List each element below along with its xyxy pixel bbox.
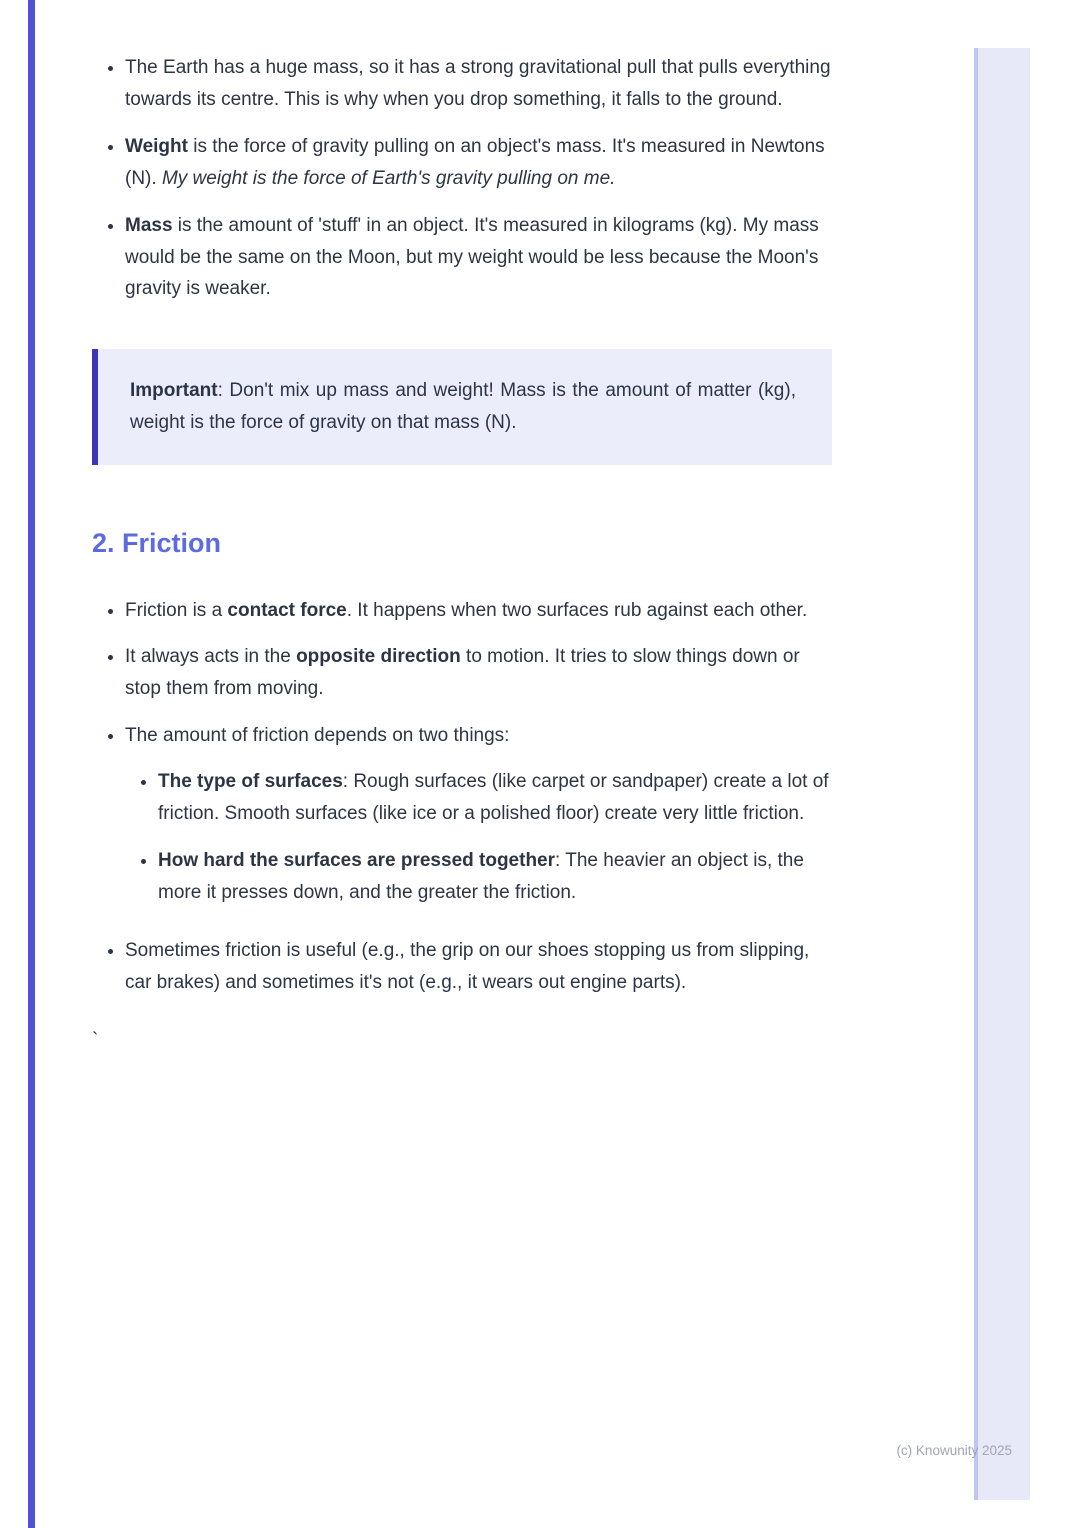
page-left-accent-bar (28, 0, 35, 1528)
gravity-list (92, 52, 832, 305)
text-segment: Mass (125, 214, 173, 236)
text-segment: The Earth has a huge mass, so it has a strong gravitational pull that pulls everything towards its centre. This is why when you drop something, it falls to the ground. (125, 57, 831, 110)
list-item (125, 641, 832, 705)
text-segment: Important (130, 380, 218, 402)
text-segment: How hard the surfaces are pressed together (158, 849, 556, 871)
list-item (125, 935, 832, 999)
list-item-text (125, 215, 819, 300)
list-item-text (125, 725, 509, 746)
text-segment: : Don't mix up mass and weight! Mass is the amount of matter (kg), weight is the force of gravity on that mass (N). (130, 380, 796, 434)
list-item-text (125, 600, 807, 621)
list-item-text (125, 57, 831, 110)
text-segment: It always acts in the (125, 646, 297, 668)
copyright-footer: (c) Knowunity 2025 (896, 1443, 1012, 1458)
list-item-text (125, 136, 825, 189)
text-segment: The type of surfaces (158, 771, 343, 793)
text-segment: Sometimes friction is useful (e.g., the grip on our shoes stopping us from slipping, car brakes) and sometimes it's not (e.g., it wears out engine parts). (125, 939, 810, 993)
text-segment: : The heavier an object is, the more it presses down, and the greater the friction. (158, 849, 804, 903)
text-segment: contact force (227, 599, 347, 621)
text-segment: to motion. It tries to slow things down or stop them from moving. (125, 646, 800, 700)
list-item (125, 52, 832, 116)
friction-list (92, 595, 832, 999)
scrollbar-track[interactable] (978, 48, 1030, 1500)
nested-list-item-text (158, 771, 829, 824)
text-segment: is the force of gravity pulling on an object's mass. It's measured in Newtons (N). (125, 135, 825, 189)
nested-list (125, 766, 832, 909)
list-item-text (125, 646, 800, 699)
text-segment: Weight (125, 135, 188, 157)
text-segment: . It happens when two surfaces rub against each other. (346, 599, 808, 621)
document-content (92, 52, 832, 1056)
section-heading-friction: 2. Friction (92, 528, 222, 559)
callout-text (130, 375, 796, 439)
text-segment: My weight is the force of Earth's gravity pulling on me. (161, 167, 616, 189)
nested-list-item-text (158, 850, 804, 903)
text-segment: The amount of friction depends on two things: (125, 725, 510, 747)
stray-backtick: ` (92, 1029, 99, 1051)
list-item (125, 131, 832, 195)
list-item (125, 595, 832, 627)
text-segment: is the amount of 'stuff' in an object. It's measured in kilograms (kg). My mass would be the same on the Moon, but my weight would be less because the Moon's gravity is weaker. (125, 214, 819, 300)
list-item-text (125, 940, 809, 993)
list-item (125, 720, 832, 909)
text-segment: Friction is a (125, 599, 228, 621)
nested-list-item (158, 766, 832, 830)
important-callout (92, 349, 832, 465)
scrollbar-thumb[interactable] (974, 48, 978, 1500)
text-segment: opposite direction (296, 646, 461, 668)
nested-list-item (158, 845, 832, 909)
list-item (125, 210, 832, 306)
text-segment: : Rough surfaces (like carpet or sandpaper) create a lot of friction. Smooth surfaces (like ice or a polished floor) create very little friction. (158, 771, 829, 825)
